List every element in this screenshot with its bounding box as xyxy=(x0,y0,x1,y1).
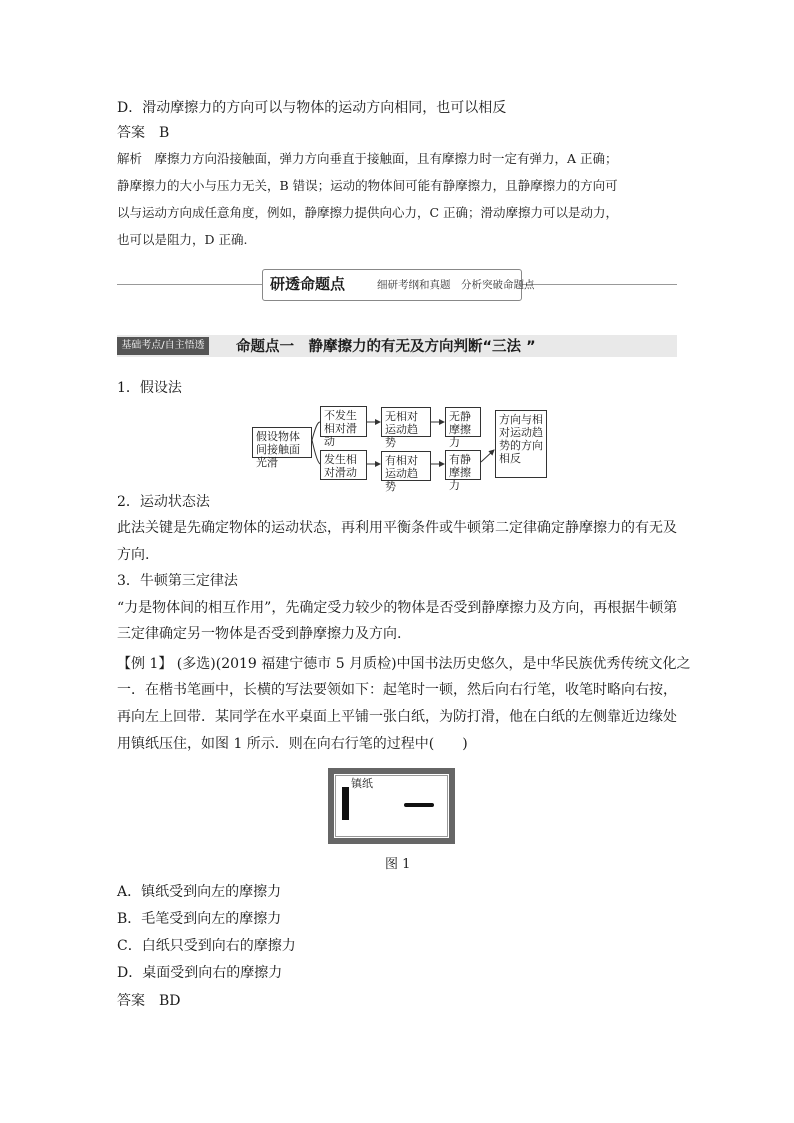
flow-bottom-box-1: 发生相对滑动 xyxy=(320,450,367,480)
method-2-title: 2．运动状态法 xyxy=(117,494,210,510)
example-line-1: 【例 1】 (多选)(2019 福建宁德市 5 月质检)中国书法历史悠久，是中华民族优秀传统文化之 xyxy=(117,656,691,672)
option-b: B．毛笔受到向左的摩擦力 xyxy=(117,911,282,927)
flow-bottom-box-2: 有相对运动趋势 xyxy=(381,451,431,481)
section-badge: 基础考点/自主悟透 xyxy=(117,337,209,355)
flow-top-box-3: 无静摩擦力 xyxy=(445,407,481,437)
flow-end-box: 方向与相对运动趋势的方向相反 xyxy=(495,410,547,478)
flow-bottom-box-3: 有静摩擦力 xyxy=(445,450,481,480)
answer-2: 答案 BD xyxy=(117,993,181,1009)
example-line-2: 一．在楷书笔画中，长横的写法要领如下：起笔时一顿，然后向右行笔，收笔时略向右按， xyxy=(117,682,677,698)
option-c: C．白纸只受到向右的摩擦力 xyxy=(117,938,296,954)
method-3-text-2: 三定律确定另一物体是否受到静摩擦力及方向. xyxy=(117,626,402,642)
analysis-line-2: 静摩擦力的大小与压力无关，B 错误；运动的物体间可能有静摩擦力，且静摩擦力的方向可 xyxy=(117,178,618,193)
method-3-text-1: “力是物体间的相互作用”，先确定受力较少的物体是否受到静摩擦力及方向，再根据牛顿第 xyxy=(117,600,678,616)
method-3-title: 3．牛顿第三定律法 xyxy=(117,573,238,589)
banner-title: 研透命题点 xyxy=(270,275,346,293)
method-2-text-1: 此法关键是先确定物体的运动状态，再利用平衡条件或牛顿第二定律确定静摩擦力的有无及 xyxy=(117,520,677,536)
option-d-prev: D．滑动摩擦力的方向可以与物体的运动方向相同，也可以相反 xyxy=(117,100,507,116)
analysis-line-3: 以与运动方向成任意角度，例如，静摩擦力提供向心力，C 正确；滑动摩擦力可以是动力， xyxy=(117,205,619,220)
brush-stroke xyxy=(404,803,434,807)
example-line-4: 用镇纸压住，如图 1 所示．则在向右行笔的过程中( ) xyxy=(117,736,468,752)
option-a: A．镇纸受到向左的摩擦力 xyxy=(117,884,282,900)
method-1-title: 1．假设法 xyxy=(117,380,182,396)
banner-subtitle: 细研考纲和真题 分析突破命题点 xyxy=(377,279,535,291)
paperweight-label: 镇纸 xyxy=(351,777,373,790)
paperweight xyxy=(342,787,349,820)
option-d: D．桌面受到向右的摩擦力 xyxy=(117,965,283,981)
section-title: 命题点一 静摩擦力的有无及方向判断“三法 ” xyxy=(236,339,536,355)
analysis-line-1: 解析 摩擦力方向沿接触面，弹力方向垂直于接触面，且有摩擦力时一定有弹力，A 正确； xyxy=(117,151,618,166)
example-line-3: 再向左上回带．某同学在水平桌面上平铺一张白纸，为防打滑，他在白纸的左侧靠近边缘处 xyxy=(117,709,677,725)
flow-start-box: 假设物体间接触面光滑 xyxy=(252,427,312,458)
analysis-line-4: 也可以是阻力，D 正确. xyxy=(117,232,248,247)
figure-1-caption: 图 1 xyxy=(385,857,411,872)
flow-top-box-1: 不发生相对滑动 xyxy=(320,406,367,437)
flow-top-box-2: 无相对运动趋势 xyxy=(381,407,431,437)
answer-1: 答案 B xyxy=(117,125,170,141)
method-2-text-2: 方向. xyxy=(117,547,150,563)
